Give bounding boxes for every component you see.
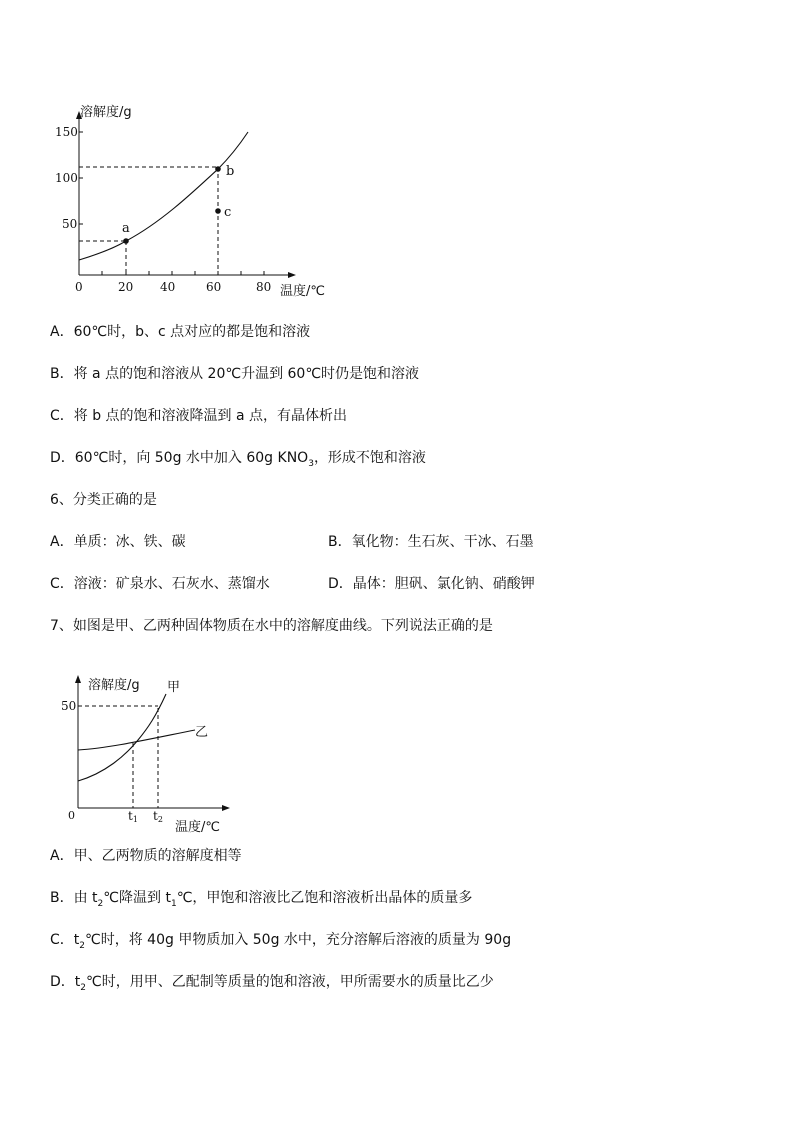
point-c <box>215 208 221 214</box>
series-yi-curve <box>78 730 195 750</box>
series-jia-curve <box>78 694 166 781</box>
q7-option-b <box>50 888 472 914</box>
x-axis-arrow <box>288 272 296 278</box>
x-tick-label-60: 60 <box>206 280 222 294</box>
q5-option-d-tail: ，形成不饱和溶液 <box>313 450 426 466</box>
series-jia-label: 甲 <box>167 680 181 695</box>
point-a-label: a <box>122 221 130 236</box>
y-tick-label-50: 50 <box>62 217 78 231</box>
q7-option-d-sub: 2 <box>80 982 87 993</box>
q5-option-a: A．60℃时，b、c 点对应的都是饱和溶液 <box>50 324 311 340</box>
x-tick-label-20: 20 <box>118 280 134 294</box>
q7-option-b-part1: B．由 t <box>50 890 98 906</box>
point-a <box>123 238 129 244</box>
point-c-label: c <box>224 205 232 220</box>
q7-option-a: A．甲、乙两物质的溶解度相等 <box>50 848 242 864</box>
y-axis-arrow <box>75 675 81 683</box>
q7-option-b-part3: ℃，甲饱和溶液比乙饱和溶液析出晶体的质量多 <box>176 890 473 906</box>
q6-option-d: D．晶体：胆矾、氯化钠、硝酸钾 <box>328 576 535 592</box>
q7-option-c-sub: 2 <box>79 940 85 951</box>
point-b <box>215 166 221 172</box>
x-tick-label-40: 40 <box>160 280 176 294</box>
y-tick-label-150: 150 <box>55 125 78 139</box>
q7-option-b-part2: ℃降温到 t <box>103 890 171 906</box>
x-axis-label: 温度/℃ <box>175 820 220 835</box>
q7-option-c-part2: ℃时，将 40g 甲物质加入 50g 水中，充分溶解后溶液的质量为 90g <box>85 932 512 948</box>
q5-option-d-sub: 3 <box>308 458 314 469</box>
q7-option-d <box>50 972 494 998</box>
q6-option-b: B．氧化物：生石灰、干冰、石墨 <box>328 534 534 550</box>
x-axis-label: 温度/℃ <box>280 284 325 299</box>
solubility-chart-1 <box>50 95 340 305</box>
q5-option-d-text: D．60℃时，向 50g 水中加入 60g KNO <box>50 450 309 466</box>
q5-option-d <box>50 448 426 474</box>
q5-option-b: B．将 a 点的饱和溶液从 20℃升温到 60℃时仍是饱和溶液 <box>50 366 420 382</box>
q7-option-d-part1: D．t <box>50 974 81 990</box>
q7-option-c <box>50 930 511 956</box>
y-tick-label-50: 50 <box>61 699 77 713</box>
solubility-curve <box>79 132 248 260</box>
q5-option-c: C．将 b 点的饱和溶液降温到 a 点，有晶体析出 <box>50 408 348 424</box>
x-tick-label-t1: t1 <box>128 809 138 824</box>
q7-option-b-sub1: 2 <box>97 898 104 909</box>
q6-stem: 6、分类正确的是 <box>50 492 157 508</box>
origin-label: 0 <box>68 809 75 822</box>
series-yi-label: 乙 <box>195 725 209 740</box>
y-tick-label-100: 100 <box>55 171 78 185</box>
q7-option-c-part1: C．t <box>50 932 80 948</box>
q7-option-d-part2: ℃时，用甲、乙配制等质量的饱和溶液，甲所需要水的质量比乙少 <box>86 974 494 990</box>
x-tick-label-0: 0 <box>75 280 83 294</box>
x-tick-label-80: 80 <box>256 280 272 294</box>
q6-option-c: C．溶液：矿泉水、石灰水、蒸馏水 <box>50 576 270 592</box>
y-axis-label: 溶解度/g <box>80 105 132 120</box>
q7-option-b-sub2: 1 <box>170 898 177 909</box>
solubility-chart-2 <box>50 668 250 840</box>
y-axis-label: 溶解度/g <box>88 678 140 693</box>
x-axis-arrow <box>222 805 230 811</box>
point-b-label: b <box>226 164 235 179</box>
q7-stem: 7、如图是甲、乙两种固体物质在水中的溶解度曲线。下列说法正确的是 <box>50 618 493 634</box>
q6-option-a: A．单质：冰、铁、碳 <box>50 534 186 550</box>
x-tick-label-t2: t2 <box>153 809 163 824</box>
